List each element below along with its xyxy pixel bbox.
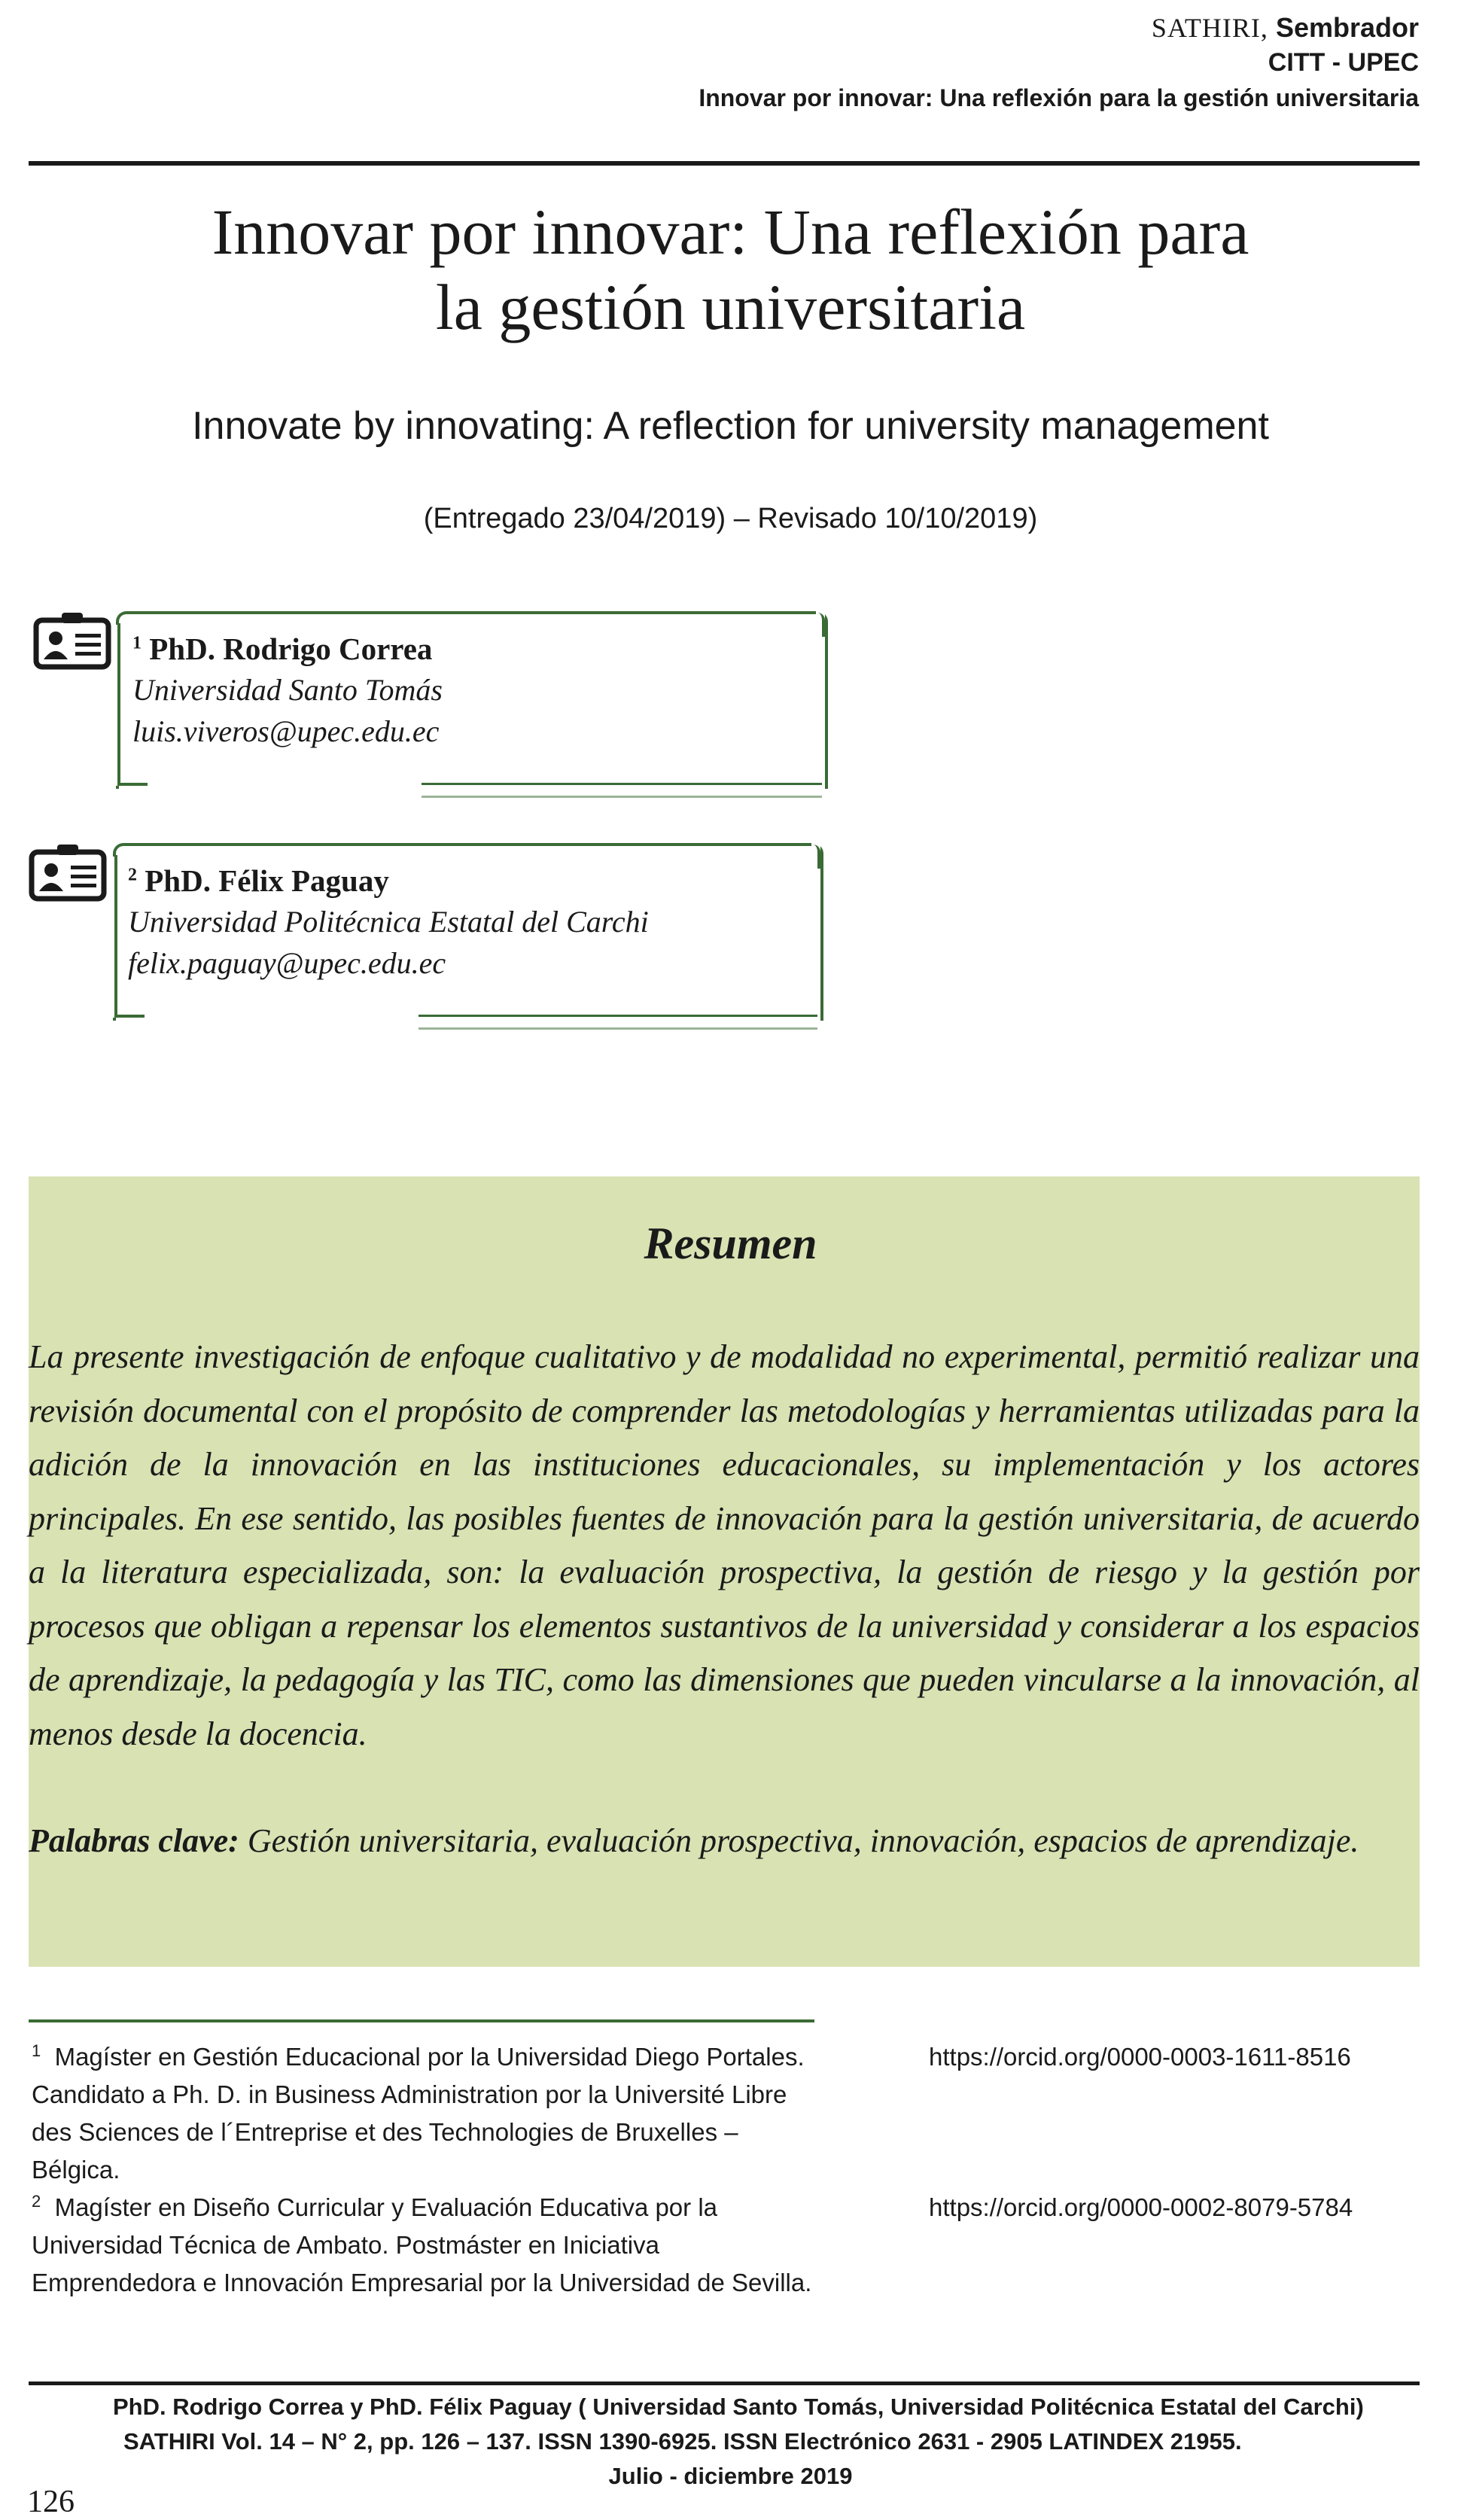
header-short-title: Innovar por innovar: Una reflexión para la gestión universitaria [699, 84, 1419, 111]
footnote-2 [32, 2183, 814, 2302]
card-right-cap [817, 613, 825, 637]
abstract-text: La presente investigación de enfoque cualitativo y de modalidad no experimental, permitió realizar una revisión documental con el propósito de comprender las metodologías y herramientas utilizadas para la adición de la innovación en las instituciones educacionales, su implementación y los actores principales. En ese sentido, las posibles fuentes de innovación para la gestión universitaria, de acuerdo a la literatura especializada, son: la evaluación prospectiva, la gestión de riesgo y la gestión por procesos que obligan a repensar los elementos sustantivos de la universidad y considerar a los espacios de aprendizaje, la pedagogía y las TIC, como las dimensiones que pueden vincularse a la innovación, al menos desde la docencia. [29, 1338, 1420, 1752]
footer-authors: PhD. Rodrigo Correa y PhD. Félix Paguay ( Universidad Santo Tomás, Universidad Politécnica Estatal del Carchi) [113, 2394, 1364, 2420]
author-2-number: 2 [128, 865, 137, 885]
orcid-link-2[interactable]: https://orcid.org/0000-0002-8079-5784 [929, 2193, 1353, 2221]
author-card-1-underline [422, 783, 822, 798]
author-2-name-text: PhD. Félix Paguay [145, 863, 389, 898]
footer-period: Julio - diciembre 2019 [608, 2463, 853, 2489]
footer-divider [29, 2382, 1420, 2385]
id-card-icon [33, 610, 111, 670]
author-1-number: 1 [132, 633, 142, 653]
orcid-link-1[interactable]: https://orcid.org/0000-0003-1611-8516 [929, 2043, 1351, 2071]
author-card-2-underline [419, 1015, 817, 1030]
keywords [29, 1814, 1420, 1868]
footnote-1-number: 1 [32, 2041, 41, 2060]
journal-name: SATHIRI, [1151, 13, 1268, 43]
author-1-name [132, 631, 432, 667]
article-title [0, 194, 1461, 345]
article-title-english: Innovate by innovating: A reflection for university management [192, 404, 1269, 448]
card-bottom-corner [114, 1015, 145, 1018]
article-title-line-1: Innovar por innovar: Una reflexión para [212, 196, 1249, 268]
card-left-bar [117, 623, 120, 786]
footnote-2-number: 2 [32, 2192, 41, 2211]
footnote-divider [29, 2019, 814, 2022]
abstract-heading: Resumen [644, 1219, 817, 1268]
card-left-bar [114, 855, 117, 1018]
author-1-affiliation: Universidad Santo Tomás [132, 673, 443, 707]
footnote-2-text: Magíster en Diseño Curricular y Evaluación Educativa por la Universidad Técnica de Ambato. Postmáster en Iniciativa Emprendedora e Innovación Empresarial por la Universidad de Sevilla. [32, 2193, 812, 2296]
submission-dates: (Entregado 23/04/2019) – Revisado 10/10/2019) [423, 503, 1038, 534]
card-right-cap [813, 845, 820, 869]
author-1-name-text: PhD. Rodrigo Correa [149, 632, 433, 666]
article-title-line-2: la gestión universitaria [435, 271, 1026, 343]
author-2-name [128, 863, 389, 899]
author-1-email[interactable]: luis.viveros@upec.edu.ec [132, 714, 440, 748]
author-2-affiliation: Universidad Politécnica Estatal del Carchi [128, 905, 649, 939]
keywords-label: Palabras clave: [29, 1822, 239, 1859]
header-divider [29, 161, 1420, 166]
footnote-1 [32, 2032, 814, 2189]
page-number: 126 [27, 2485, 75, 2519]
card-bottom-corner [117, 783, 148, 786]
keywords-list: Gestión universitaria, evaluación prospectiva, innovación, espacios de aprendizaje. [247, 1822, 1359, 1859]
journal-header [1152, 12, 1419, 44]
footer-citation: SATHIRI Vol. 14 – N° 2, pp. 126 – 137. ISSN 1390-6925. ISSN Electrónico 2631 - 2905 LATINDEX 21955. [123, 2428, 1242, 2455]
id-card-icon [29, 842, 107, 902]
footnote-1-text: Magíster en Gestión Educacional por la Universidad Diego Portales. Candidato a Ph. D. in Business Administration por la Université Libre des Sciences de l´Entreprise et des Technologies de Bruxelles – Bélgica. [32, 2043, 805, 2184]
header-institution: CITT - UPEC [1268, 48, 1419, 77]
journal-subtitle: Sembrador [1275, 12, 1419, 43]
author-2-email[interactable]: felix.paguay@upec.edu.ec [128, 946, 446, 980]
